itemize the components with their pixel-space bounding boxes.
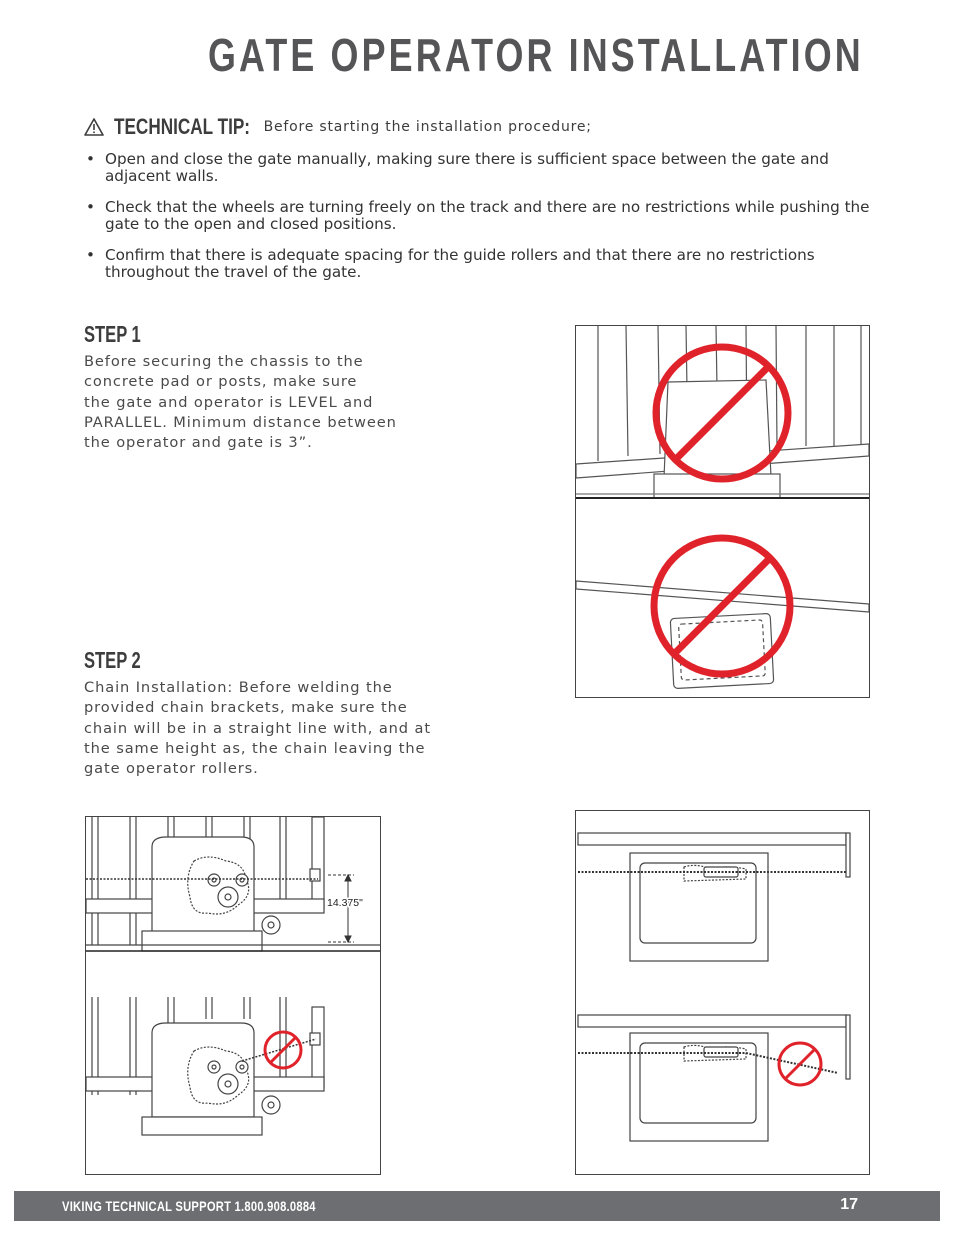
technical-tip — [84, 114, 592, 140]
chain-height-label: 14.375" — [327, 897, 363, 909]
step2-line: gate operator rollers. — [84, 760, 259, 778]
step1-line: concrete pad or posts, make sure — [84, 373, 358, 391]
step2-line: chain will be in a straight line with, and at — [84, 719, 431, 737]
tip-bullet: • Confirm that there is adequate spacing for the guide rollers and that there are no restrictions throughout the travel of the gate. — [84, 247, 874, 281]
chain-misaligned-illustration — [578, 1015, 850, 1141]
step1-line: Before securing the chassis to the — [84, 353, 364, 370]
page-number: 17 — [840, 1196, 858, 1213]
step2-text — [84, 678, 431, 779]
chain-alignment-figure — [575, 810, 870, 1175]
tip-intro: Before starting the installation procedure; — [263, 119, 592, 135]
chain-aligned-illustration — [578, 833, 850, 961]
level-parallel-figure — [575, 325, 870, 698]
step1-heading: STEP 1 — [84, 321, 141, 347]
prohibited-icon — [779, 1043, 821, 1085]
step1-line: PARALLEL. Minimum distance between — [84, 413, 397, 431]
step2-line: the same height as, the chain leaving the — [84, 739, 426, 757]
prohibited-icon — [265, 1032, 301, 1068]
step1-line: the operator and gate is 3”. — [84, 434, 313, 452]
step2-line: provided chain brackets, make sure the — [84, 699, 408, 717]
warning-icon — [84, 118, 104, 136]
step2-heading: STEP 2 — [84, 647, 141, 673]
tip-bullet: • Check that the wheels are turning freely on the track and there are no restrictions while pushing the gate to the open and closed positions. — [84, 199, 874, 233]
tip-bullet: • Open and close the gate manually, making sure there is sufficient space between the gate and adjacent walls. — [84, 151, 874, 185]
tip-label: TECHNICAL TIP: — [114, 114, 251, 139]
step1-text — [84, 352, 397, 453]
chain-height-figure — [85, 816, 381, 1175]
step1-line: the gate and operator is LEVEL and — [84, 393, 374, 411]
step2-line: Chain Installation: Before welding the — [84, 679, 393, 696]
support-phone: VIKING TECHNICAL SUPPORT 1.800.908.0884 — [62, 1198, 316, 1214]
page-footer — [14, 1191, 940, 1221]
operator-correct-illustration — [86, 817, 380, 951]
tip-bullet-list — [84, 151, 874, 295]
page-title: GATE OPERATOR INSTALLATION — [208, 29, 864, 81]
